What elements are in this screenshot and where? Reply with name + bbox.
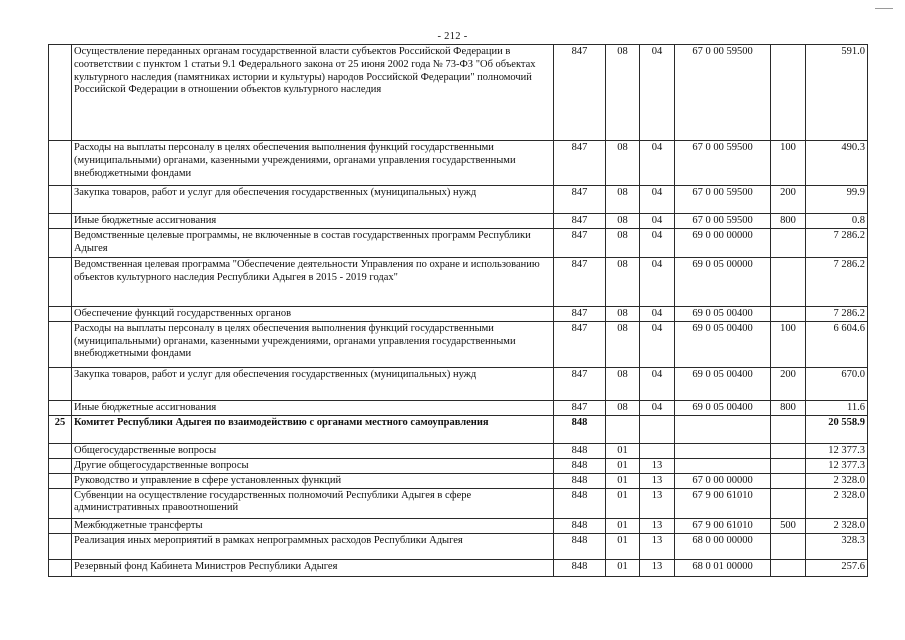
row-number — [49, 518, 72, 533]
table-row — [49, 400, 868, 415]
row-amount: 257.6 — [806, 559, 868, 576]
row-number — [49, 229, 72, 258]
row-amount: 11.6 — [806, 400, 868, 415]
row-subsection: 04 — [640, 307, 675, 322]
row-target-article: 68 0 01 00000 — [675, 559, 771, 576]
row-name: Резервный фонд Кабинета Министров Республики Адыгея — [72, 559, 554, 576]
row-amount: 591.0 — [806, 45, 868, 141]
row-subsection: 13 — [640, 533, 675, 559]
row-subsection: 04 — [640, 367, 675, 400]
row-subsection: 04 — [640, 258, 675, 307]
row-target-article — [675, 443, 771, 458]
table-row — [49, 229, 868, 258]
table-row — [49, 443, 868, 458]
row-amount: 20 558.9 — [806, 415, 868, 443]
row-section: 01 — [606, 443, 640, 458]
row-target-article: 67 0 00 59500 — [675, 186, 771, 214]
table-row — [49, 45, 868, 141]
row-number — [49, 443, 72, 458]
row-target-article: 67 0 00 59500 — [675, 141, 771, 186]
row-section: 01 — [606, 458, 640, 473]
row-amount: 7 286.2 — [806, 258, 868, 307]
row-amount: 7 286.2 — [806, 307, 868, 322]
row-target-article: 67 9 00 61010 — [675, 518, 771, 533]
row-subsection: 04 — [640, 400, 675, 415]
table-row — [49, 559, 868, 576]
row-name: Комитет Республики Адыгея по взаимодействию с органами местного самоуправления — [72, 415, 554, 443]
row-target-article — [675, 415, 771, 443]
row-expense-type: 800 — [771, 214, 806, 229]
scan-mark — [875, 8, 893, 9]
table-row — [49, 533, 868, 559]
row-section: 08 — [606, 258, 640, 307]
row-section: 01 — [606, 559, 640, 576]
row-section: 01 — [606, 488, 640, 518]
row-number — [49, 186, 72, 214]
row-number — [49, 473, 72, 488]
row-number — [49, 367, 72, 400]
row-name: Ведомственная целевая программа "Обеспечение деятельности Управления по охране и использованию объектов культурного наследия Республики Адыгея в 2015 - 2019 годах" — [72, 258, 554, 307]
row-code: 847 — [554, 186, 606, 214]
row-section: 01 — [606, 518, 640, 533]
row-expense-type — [771, 488, 806, 518]
table-row — [49, 141, 868, 186]
row-number: 25 — [49, 415, 72, 443]
table-row — [49, 518, 868, 533]
row-section: 08 — [606, 400, 640, 415]
row-expense-type — [771, 443, 806, 458]
row-code: 848 — [554, 533, 606, 559]
table-row — [49, 458, 868, 473]
row-code: 847 — [554, 321, 606, 367]
table-row — [49, 488, 868, 518]
table-row — [49, 415, 868, 443]
row-expense-type — [771, 258, 806, 307]
row-target-article: 69 0 05 00400 — [675, 321, 771, 367]
row-amount: 0.8 — [806, 214, 868, 229]
row-number — [49, 559, 72, 576]
row-subsection: 13 — [640, 518, 675, 533]
row-code: 848 — [554, 458, 606, 473]
row-code: 848 — [554, 559, 606, 576]
row-name: Закупка товаров, работ и услуг для обеспечения государственных (муниципальных) нужд — [72, 186, 554, 214]
table-row — [49, 473, 868, 488]
row-amount: 2 328.0 — [806, 488, 868, 518]
row-expense-type — [771, 473, 806, 488]
row-name: Субвенции на осуществление государственных полномочий Республики Адыгея в сфере административных правоотношений — [72, 488, 554, 518]
row-section: 08 — [606, 307, 640, 322]
row-expense-type: 100 — [771, 141, 806, 186]
row-name: Другие общегосударственные вопросы — [72, 458, 554, 473]
row-number — [49, 258, 72, 307]
row-name: Расходы на выплаты персоналу в целях обеспечения выполнения функций государственными (муниципальными) органами, казенными учреждениями, органами управления государственными внебюджетными фондами — [72, 141, 554, 186]
row-expense-type — [771, 229, 806, 258]
row-target-article: 69 0 05 00400 — [675, 400, 771, 415]
row-target-article: 67 0 00 00000 — [675, 473, 771, 488]
row-expense-type — [771, 45, 806, 141]
row-section — [606, 415, 640, 443]
row-number — [49, 488, 72, 518]
row-subsection: 04 — [640, 229, 675, 258]
row-name: Общегосударственные вопросы — [72, 443, 554, 458]
row-number — [49, 321, 72, 367]
row-name: Закупка товаров, работ и услуг для обеспечения государственных (муниципальных) нужд — [72, 367, 554, 400]
row-subsection: 13 — [640, 488, 675, 518]
row-subsection: 04 — [640, 45, 675, 141]
budget-table — [48, 44, 868, 577]
row-amount: 12 377.3 — [806, 458, 868, 473]
row-section: 08 — [606, 321, 640, 367]
row-subsection: 04 — [640, 186, 675, 214]
row-code: 848 — [554, 518, 606, 533]
row-name: Межбюджетные трансферты — [72, 518, 554, 533]
row-name: Осуществление переданных органам государственной власти субъектов Российской Федерации в соответствии с пунктом 1 статьи 9.1 Федерального закона от 25 июня 2002 года № 73-ФЗ "Об объектах культурного наследия (памятниках истории и культуры) народов Российской Федерации" полномочий Российской Федерации в отношении объектов культурного наследия — [72, 45, 554, 141]
row-name: Иные бюджетные ассигнования — [72, 400, 554, 415]
row-expense-type: 200 — [771, 186, 806, 214]
row-amount: 99.9 — [806, 186, 868, 214]
row-expense-type: 800 — [771, 400, 806, 415]
row-subsection — [640, 443, 675, 458]
budget-table-body — [49, 45, 868, 577]
row-code: 847 — [554, 141, 606, 186]
row-number — [49, 400, 72, 415]
page-number: - 212 - — [437, 31, 468, 42]
row-subsection: 13 — [640, 559, 675, 576]
row-expense-type — [771, 533, 806, 559]
row-name: Обеспечение функций государственных органов — [72, 307, 554, 322]
row-code: 847 — [554, 229, 606, 258]
row-expense-type — [771, 307, 806, 322]
row-name: Иные бюджетные ассигнования — [72, 214, 554, 229]
row-section: 01 — [606, 473, 640, 488]
row-target-article: 67 0 00 59500 — [675, 214, 771, 229]
row-amount: 2 328.0 — [806, 518, 868, 533]
row-target-article: 69 0 05 00000 — [675, 258, 771, 307]
row-subsection: 04 — [640, 321, 675, 367]
row-target-article: 69 0 00 00000 — [675, 229, 771, 258]
row-amount: 328.3 — [806, 533, 868, 559]
row-subsection: 13 — [640, 473, 675, 488]
row-name: Расходы на выплаты персоналу в целях обеспечения выполнения функций государственными (муниципальными) органами, казенными учреждениями, органами управления государственными внебюджетными фондами — [72, 321, 554, 367]
row-expense-type: 100 — [771, 321, 806, 367]
row-code: 848 — [554, 443, 606, 458]
row-number — [49, 533, 72, 559]
table-row — [49, 321, 868, 367]
row-number — [49, 214, 72, 229]
row-target-article: 67 0 00 59500 — [675, 45, 771, 141]
table-row — [49, 367, 868, 400]
row-section: 08 — [606, 186, 640, 214]
row-code: 847 — [554, 258, 606, 307]
row-target-article: 69 0 05 00400 — [675, 367, 771, 400]
row-code: 847 — [554, 214, 606, 229]
row-section: 01 — [606, 533, 640, 559]
row-section: 08 — [606, 229, 640, 258]
row-code: 848 — [554, 488, 606, 518]
row-number — [49, 141, 72, 186]
row-subsection: 04 — [640, 141, 675, 186]
row-number — [49, 307, 72, 322]
row-expense-type — [771, 415, 806, 443]
row-amount: 670.0 — [806, 367, 868, 400]
row-target-article: 67 9 00 61010 — [675, 488, 771, 518]
row-subsection: 13 — [640, 458, 675, 473]
row-section: 08 — [606, 367, 640, 400]
row-expense-type — [771, 458, 806, 473]
row-amount: 2 328.0 — [806, 473, 868, 488]
row-name: Руководство и управление в сфере установленных функций — [72, 473, 554, 488]
row-name: Реализация иных мероприятий в рамках непрограммных расходов Республики Адыгея — [72, 533, 554, 559]
row-number — [49, 458, 72, 473]
row-code: 847 — [554, 307, 606, 322]
row-amount: 6 604.6 — [806, 321, 868, 367]
row-subsection: 04 — [640, 214, 675, 229]
row-code: 847 — [554, 45, 606, 141]
row-number — [49, 45, 72, 141]
row-subsection — [640, 415, 675, 443]
row-amount: 7 286.2 — [806, 229, 868, 258]
row-code: 847 — [554, 400, 606, 415]
row-code: 848 — [554, 473, 606, 488]
row-expense-type — [771, 559, 806, 576]
row-section: 08 — [606, 45, 640, 141]
row-amount: 490.3 — [806, 141, 868, 186]
row-expense-type: 500 — [771, 518, 806, 533]
table-row — [49, 186, 868, 214]
table-row — [49, 307, 868, 322]
row-target-article: 69 0 05 00400 — [675, 307, 771, 322]
row-code: 847 — [554, 367, 606, 400]
row-amount: 12 377.3 — [806, 443, 868, 458]
row-target-article: 68 0 00 00000 — [675, 533, 771, 559]
row-target-article — [675, 458, 771, 473]
row-code: 848 — [554, 415, 606, 443]
row-section: 08 — [606, 214, 640, 229]
row-name: Ведомственные целевые программы, не включенные в состав государственных программ Республики Адыгея — [72, 229, 554, 258]
table-row — [49, 214, 868, 229]
row-section: 08 — [606, 141, 640, 186]
table-row — [49, 258, 868, 307]
row-expense-type: 200 — [771, 367, 806, 400]
